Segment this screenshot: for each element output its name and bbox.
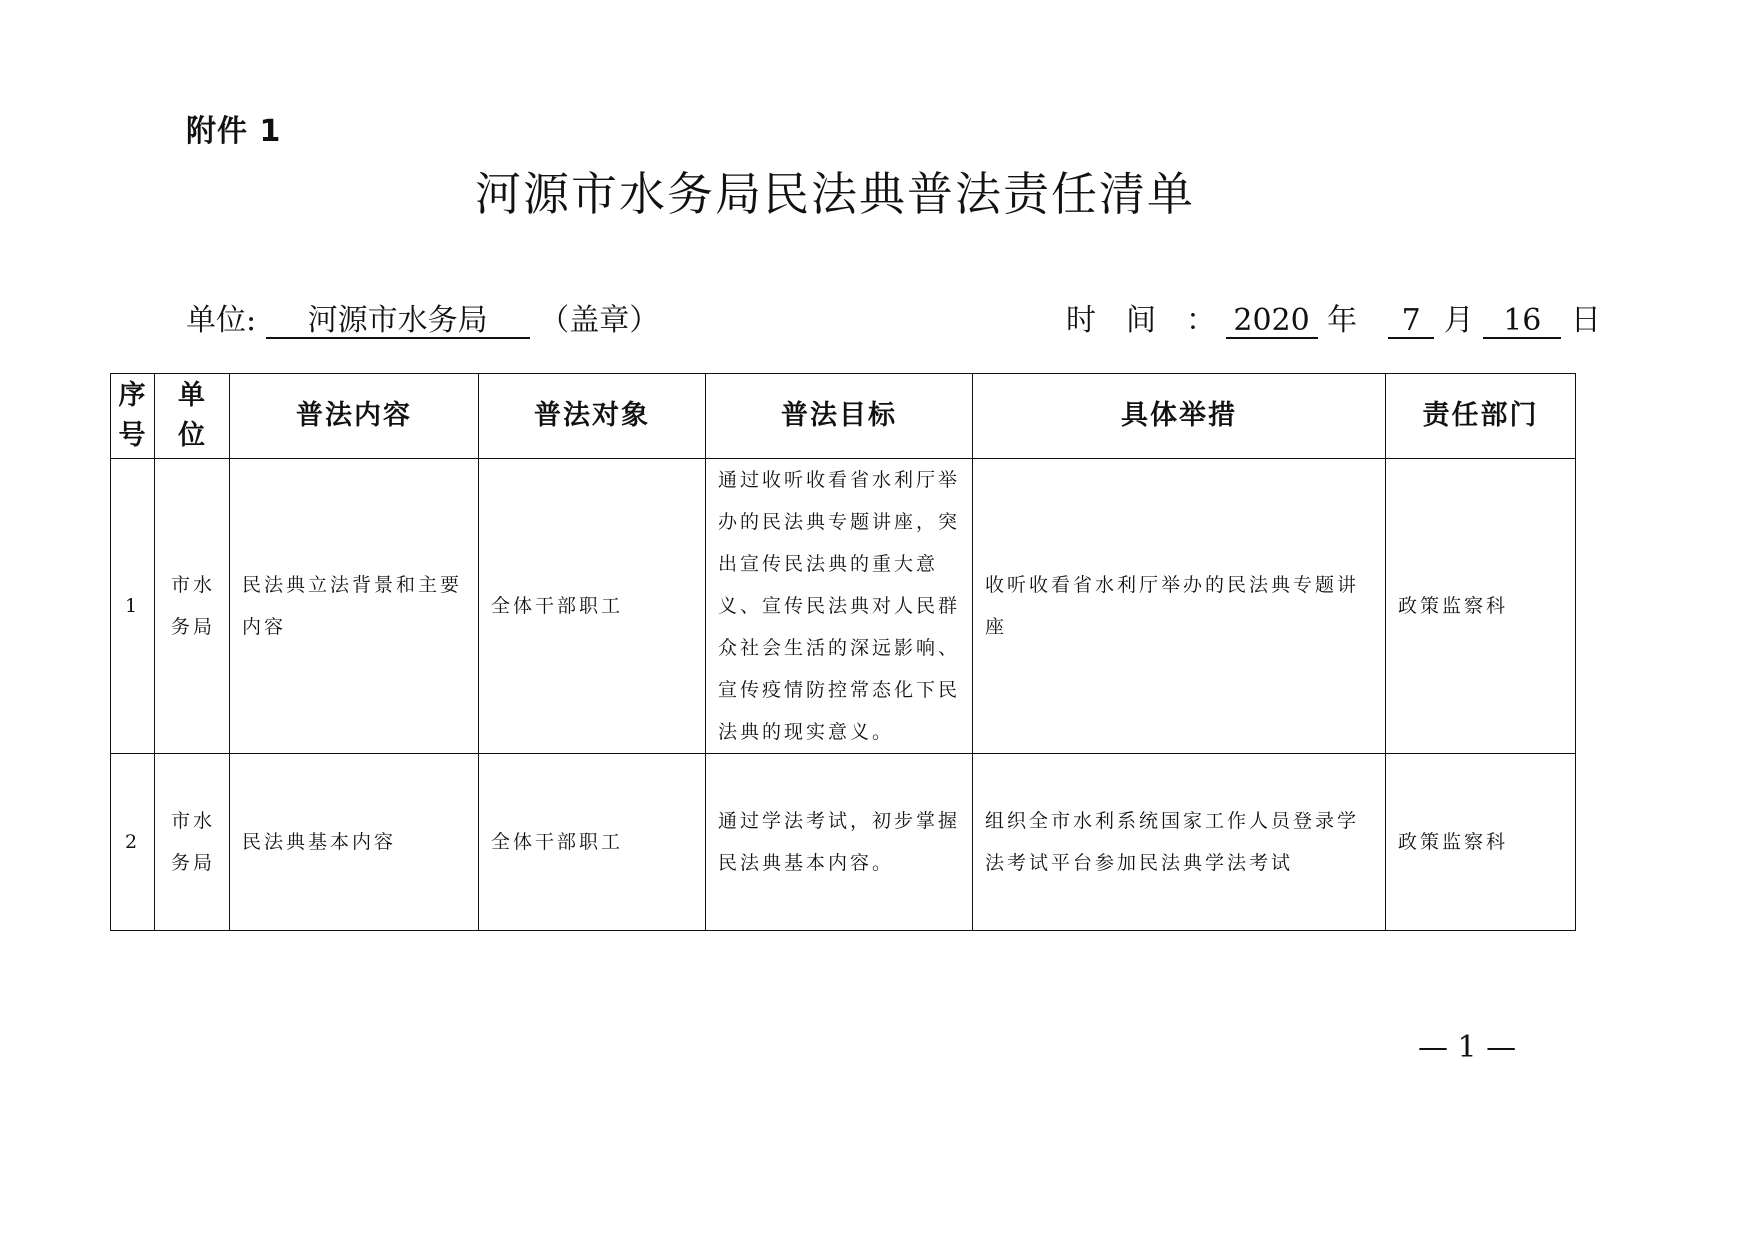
table-row [111, 754, 1576, 931]
unit-label: 单位: [186, 303, 257, 338]
cell-unit: 市水务局 [155, 754, 230, 931]
header-audience: 普法对象 [479, 374, 706, 459]
header-measures: 具体举措 [973, 374, 1386, 459]
unit-value: 河源市水务局 [266, 305, 530, 339]
year-suffix: 年 [1327, 303, 1358, 338]
cell-goal: 通过收听收看省水利厅举办的民法典专题讲座，突出宣传民法典的重大意义、宣传民法典对人民群众社会生活的深远影响、宣传疫情防控常态化下民法典的现实意义。 [706, 459, 973, 754]
cell-audience: 全体干部职工 [479, 754, 706, 931]
header-unit: 单位 [155, 374, 230, 459]
header-department: 责任部门 [1386, 374, 1576, 459]
cell-department: 政策监察科 [1386, 459, 1576, 754]
cell-audience: 全体干部职工 [479, 459, 706, 754]
attachment-label: 附件 1 [186, 114, 282, 149]
time-label: 时 间 ： [1066, 303, 1216, 338]
unit-line [186, 295, 659, 339]
cell-measures: 组织全市水利系统国家工作人员登录学法考试平台参加民法典学法考试 [973, 754, 1386, 931]
document-title: 河源市水务局民法典普法责任清单 [475, 167, 1195, 221]
table-row [111, 459, 1576, 754]
date-line [1066, 295, 1601, 339]
year-value: 2020 [1226, 305, 1318, 339]
header-goal: 普法目标 [706, 374, 973, 459]
seal-note: （盖章） [539, 303, 660, 338]
cell-goal: 通过学法考试，初步掌握民法典基本内容。 [706, 754, 973, 931]
header-serial: 序号 [111, 374, 155, 459]
page-number: — 1 — [1418, 1030, 1517, 1065]
table-header-row [111, 374, 1576, 459]
month-value: 7 [1388, 305, 1434, 339]
cell-measures: 收听收看省水利厅举办的民法典专题讲座 [973, 459, 1386, 754]
cell-content: 民法典基本内容 [230, 754, 479, 931]
day-suffix: 日 [1570, 303, 1601, 338]
cell-serial: 1 [111, 459, 155, 754]
cell-serial: 2 [111, 754, 155, 931]
day-value: 16 [1483, 305, 1561, 339]
cell-department: 政策监察科 [1386, 754, 1576, 931]
responsibility-table [110, 373, 1576, 931]
header-content: 普法内容 [230, 374, 479, 459]
cell-content: 民法典立法背景和主要内容 [230, 459, 479, 754]
month-suffix: 月 [1443, 303, 1474, 338]
cell-unit: 市水务局 [155, 459, 230, 754]
